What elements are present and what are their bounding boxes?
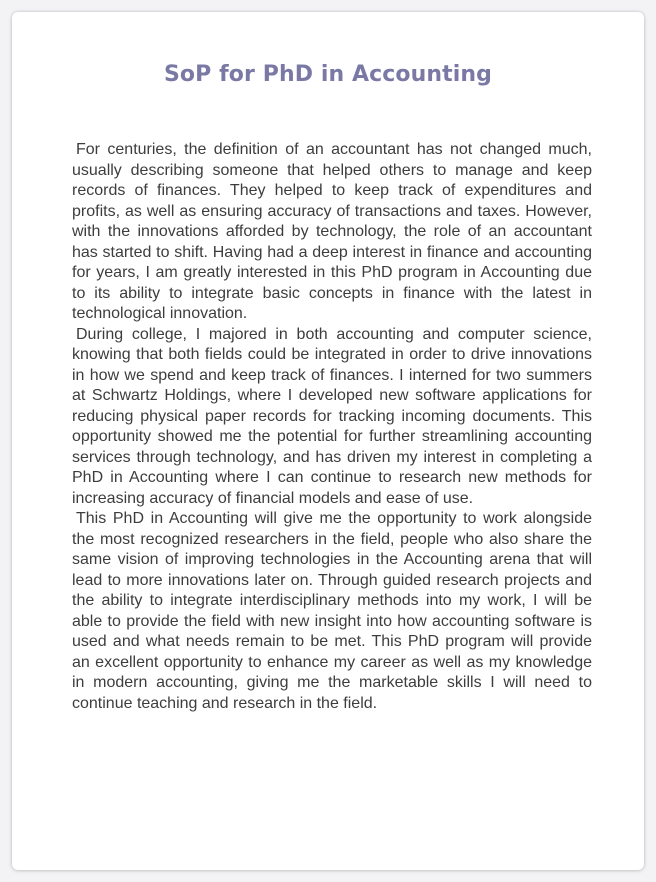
document-body [72, 140, 592, 714]
document-page [12, 12, 644, 870]
paragraph-2: During college, I majored in both accounting and computer science, knowing that both fields could be integrated in order to drive innovations in how we spend and keep track of finances. I interned for two summers at Schwartz Holdings, where I developed new software applications for reducing physical paper records for tracking incoming documents. This opportunity showed me the potential for further streamlining accounting services through technology, and has driven my interest in completing a PhD in Accounting where I can continue to research new methods for increasing accuracy of financial models and ease of use. [72, 325, 592, 507]
paragraph-3: This PhD in Accounting will give me the opportunity to work alongside the most recognized researchers in the field, people who also share the same vision of improving technologies in the Accounting arena that will lead to more innovations later on. Through guided research projects and the ability to integrate interdisciplinary methods into my work, I will be able to provide the field with new insight into how accounting software is used and what needs remain to be met. This PhD program will provide an excellent opportunity to enhance my career as well as my knowledge in modern accounting, giving me the marketable skills I will need to continue teaching and research in the field. [72, 510, 592, 712]
document-title: SoP for PhD in Accounting [163, 62, 493, 87]
paragraph-1: For centuries, the definition of an accountant has not changed much, usually describing someone that helped others to manage and keep records of finances. They helped to keep track of expenditures and profits, as well as ensuring accuracy of transactions and taxes. However, with the innovations afforded by technology, the role of an accountant has started to shift. Having had a deep interest in finance and accounting for years, I am greatly interested in this PhD program in Accounting due to its ability to integrate basic concepts in finance with the latest in technological innovation. [72, 141, 592, 322]
